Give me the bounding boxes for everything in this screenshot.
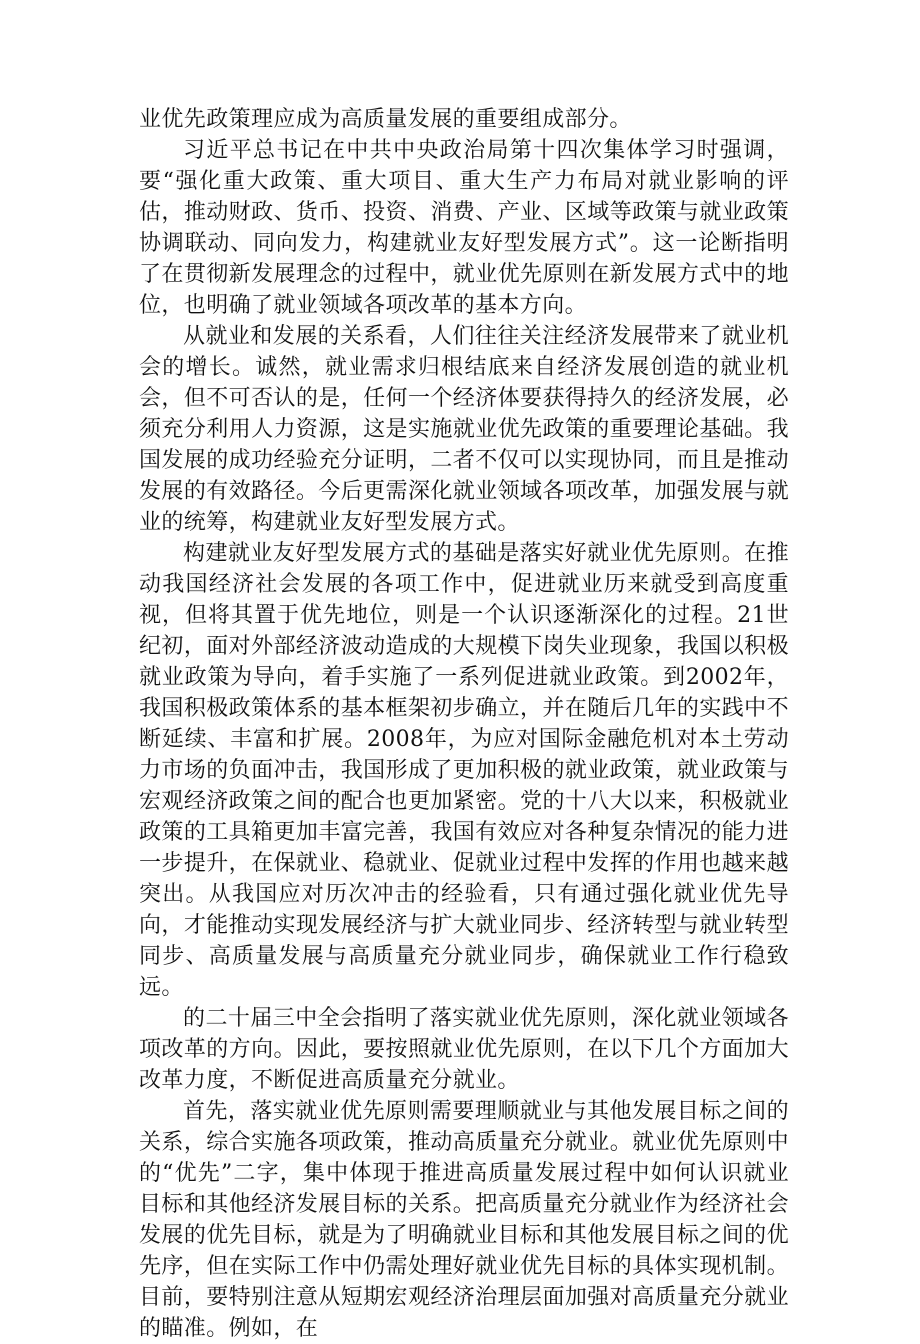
paragraph: 的二十届三中全会指明了落实就业优先原则，深化就业领域各项改革的方向。因此，要按照就业优先原则，在以下几个方面加大改革力度，不断促进高质量充分就业。 — [139, 1006, 789, 1093]
paragraph: 构建就业友好型发展方式的基础是落实好就业优先原则。在推动我国经济社会发展的各项工作中，促进就业历来就受到高度重视，但将其置于优先地位，则是一个认识逐渐深化的过程。21世纪初，面对外部经济波动造成的大规模下岗失业现象，我国以积极就业政策为导向，着手实施了一系列促进就业政策。到2002年，我国积极政策体系的基本框架初步确立，并在随后几年的实践中不断延续、丰富和扩展。2008年，为应对国际金融危机对本土劳动力市场的负面冲击，我国形成了更加积极的就业政策，就业政策与宏观经济政策之间的配合也更加紧密。党的十八大以来，积极就业政策的工具箱更加丰富完善，我国有效应对各种复杂情况的能力进一步提升，在保就业、稳就业、促就业过程中发挥的作用也越来越突出。从我国应对历次冲击的经验看，只有通过强化就业优先导向，才能推动实现发展经济与扩大就业同步、经济转型与就业转型同步、高质量发展与高质量充分就业同步，确保就业工作行稳致远。 — [139, 541, 789, 1000]
paragraph: 业优先政策理应成为高质量发展的重要组成部分。 — [139, 107, 632, 132]
paragraph: 从就业和发展的关系看，人们往往关注经济发展带来了就业机会的增长。诚然，就业需求归根结底来自经济发展创造的就业机会，但不可否认的是，任何一个经济体要获得持久的经济发展，必须充分利用人力资源，这是实施就业优先政策的重要理论基础。我国发展的成功经验充分证明，二者不仅可以实现协同，而且是推动发展的有效路径。今后更需深化就业领域各项改革，加强发展与就业的统筹，构建就业友好型发展方式。 — [139, 324, 789, 535]
paragraph: 习近平总书记在中共中央政治局第十四次集体学习时强调，要“强化重大政策、重大项目、重大生产力布局对就业影响的评估，推动财政、货币、投资、消费、产业、区域等政策与就业政策协调联动、同向发力，构建就业友好型发展方式”。这一论断指明了在贯彻新发展理念的过程中，就业优先原则在新发展方式中的地位，也明确了就业领域各项改革的基本方向。 — [139, 138, 789, 318]
paragraph: 首先，落实就业优先原则需要理顺就业与其他发展目标之间的关系，综合实施各项政策，推动高质量充分就业。就业优先原则中的“优先”二字，集中体现于推进高质量发展过程中如何认识就业目标和其他经济发展目标的关系。把高质量充分就业作为经济社会发展的优先目标，就是为了明确就业目标和其他发展目标之间的优先序，但在实际工作中仍需处理好就业优先目标的具体实现机制。目前，要特别注意从短期宏观经济治理层面加强对高质量充分就业的瞄准。例如，在 — [139, 1099, 789, 1341]
document-body — [139, 104, 789, 1344]
